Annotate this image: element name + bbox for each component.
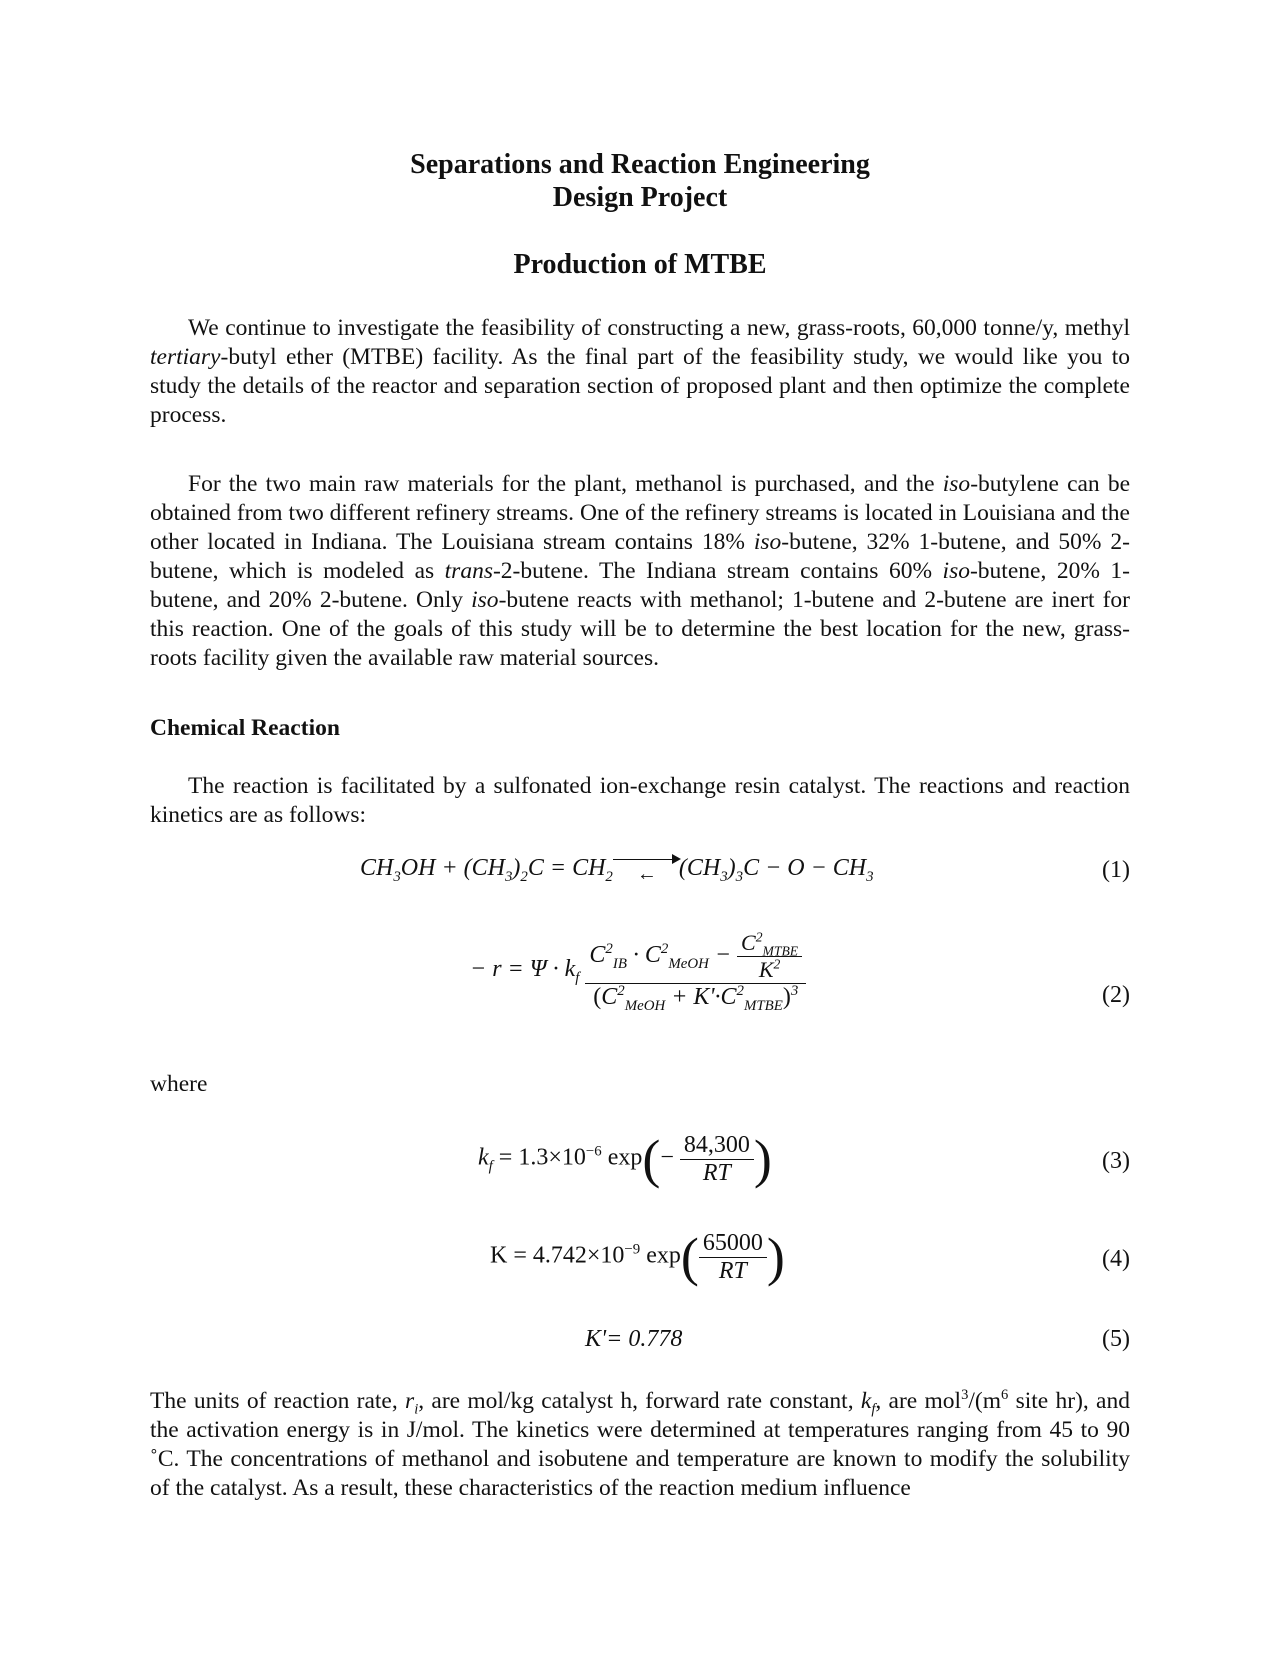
units-paragraph: The units of reaction rate, $r_i$, are mol/kg catalyst h, forward rate constant, $k_f$, are $mol^3/(m^6$ site hr), and the activation energy is in J/mol. The kinetics were determined at temperatures ranging from 45 to 90 ˚C. The concentrations of methanol and isobutene and temperature are known to modify the solubility of the catalyst. As a result, these characteristics of the reaction medium influence	[150, 1387, 1130, 1501]
document-subtitle: Production of MTBE	[513, 249, 767, 280]
equation-5: K'= 0.778	[585, 1326, 683, 1352]
reaction-paragraph: The reaction is facilitated by a sulfonated ion-exchange resin catalyst. The reactions and reaction kinetics are as follows:	[150, 773, 1130, 828]
equilibrium-arrow-icon: ←	[613, 859, 679, 879]
equation-3: $k_f = 1.3\times 10^{-6}$ exp(− $\frac{84,300}{RT}$ )	[478, 1129, 772, 1189]
equation-2: − $r = \Psi \cdot k_f$ $C^2_{IB} \cdot C^2_{MeOH}$ − $\frac{C^2_{MTBE}}{K^2}$ $(C^2_{MeOH} + K'\cdot C^2_{MTBE})^3$	[470, 930, 806, 1011]
equation-number-4: (4)	[1102, 1246, 1130, 1272]
equation-number-2: (2)	[1102, 982, 1130, 1008]
equation-1: $CH_3OH + (CH_3)_2C = CH_2$ ← $(CH_3)_3C - O - CH_3$	[360, 855, 874, 886]
raw-materials-paragraph: For the two main raw materials for the plant, methanol is purchased, and the iso-butylene can be obtained from two different refinery streams. One of the refinery streams is located in Louisiana and the other located in Indiana. The Louisiana stream contains 18% iso-butene, 32% 1-butene, and 50% 2-butene, which is modeled as trans-2-butene. The Indiana stream contains 60% iso-butene, 20% 1-butene, and 20% 2-butene. Only iso-butene reacts with methanol; 1-butene and 2-butene are inert for this reaction. One of the goals of this study will be to determine the best location for the new, grass-roots facility given the available raw material sources.	[150, 471, 1130, 671]
document-title-line2: Design Project	[552, 182, 728, 213]
intro-paragraph: We continue to investigate the feasibility of constructing a new, grass-roots, 60,000 tonne/y, methyl tertiary-butyl ether (MTBE) facility. As the final part of the feasibility study, we would like you to study the details of the reactor and separation section of proposed plant and then optimize the complete process.	[150, 315, 1130, 428]
where-label: where	[150, 1071, 208, 1097]
equation-4: $K = 4.742\times 10^{-9}$ exp( $\frac{65000}{RT}$ )	[490, 1227, 785, 1287]
section-heading: Chemical Reaction	[150, 715, 340, 741]
document-title: Separations and Reaction Engineering	[410, 149, 870, 180]
equation-number-3: (3)	[1102, 1148, 1130, 1174]
document-page	[150, 0, 1130, 1656]
equation-number-1: (1)	[1102, 857, 1130, 883]
equation-number-5: (5)	[1102, 1326, 1130, 1352]
rate-fraction: $C^2_{IB} \cdot C^2_{MeOH}$ − $\frac{C^2_{MTBE}}{K^2}$ $(C^2_{MeOH} + K'\cdot C^2_{MTBE})^3$	[585, 930, 806, 1011]
